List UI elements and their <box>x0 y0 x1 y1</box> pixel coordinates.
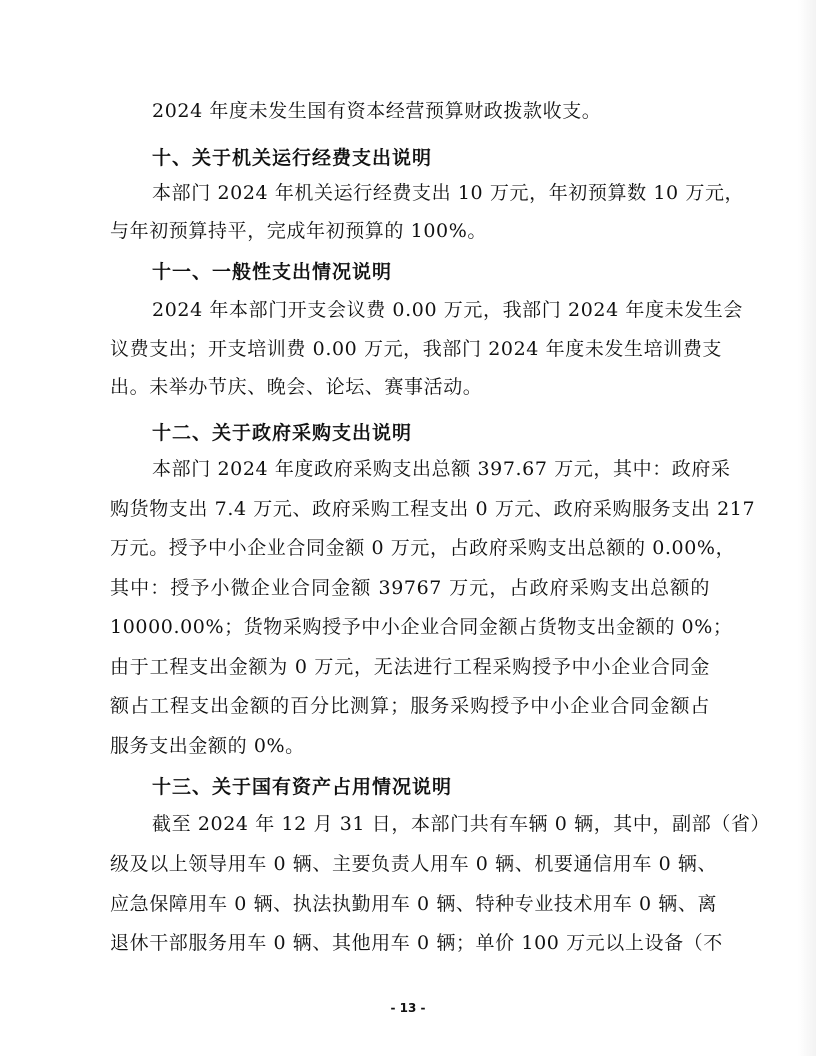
paragraph-line: 购货物支出 7.4 万元、政府采购工程支出 0 万元、政府采购服务支出 217 <box>110 498 756 520</box>
paragraph-line: 2024 年本部门开支会议费 0.00 万元，我部门 2024 年度未发生会 <box>152 299 744 321</box>
section-heading-11: 十一、一般性支出情况说明 <box>152 261 393 283</box>
paragraph-line: 本部门 2024 年度政府采购支出总额 397.67 万元，其中：政府采 <box>152 458 731 480</box>
paragraph-line: 由于工程支出金额为 0 万元，无法进行工程采购授予中小企业合同金 <box>110 656 710 678</box>
paragraph-line: 截至 2024 年 12 月 31 日，本部门共有车辆 0 辆，其中，副部（省） <box>152 813 771 835</box>
paragraph-line: 应急保障用车 0 辆、执法执勤用车 0 辆、特种专业技术用车 0 辆、离 <box>110 893 718 915</box>
paragraph-line: 其中：授予小微企业合同金额 39767 万元，占政府采购支出总额的 <box>110 577 710 599</box>
page-number: - 13 - <box>390 1001 426 1015</box>
section-heading-10: 十、关于机关运行经费支出说明 <box>152 147 433 169</box>
paragraph-line: 2024 年度未发生国有资本经营预算财政拨款收支。 <box>152 100 602 122</box>
paragraph-line: 退休干部服务用车 0 辆、其他用车 0 辆；单价 100 万元以上设备（不 <box>110 932 723 954</box>
paragraph-line: 额占工程支出金额的百分比测算；服务采购授予中小企业合同金额占 <box>110 695 710 717</box>
section-heading-13: 十三、关于国有资产占用情况说明 <box>152 776 453 798</box>
paragraph-line: 服务支出金额的 0%。 <box>110 735 305 757</box>
section-heading-12: 十二、关于政府采购支出说明 <box>152 422 413 444</box>
paragraph-line: 本部门 2024 年机关运行经费支出 10 万元，年初预算数 10 万元， <box>152 182 745 204</box>
paragraph-line: 与年初预算持平，完成年初预算的 100%。 <box>110 220 487 242</box>
paragraph-line: 议费支出；开支培训费 0.00 万元，我部门 2024 年度未发生培训费支 <box>110 338 723 360</box>
paragraph-line: 万元。授予中小企业合同金额 0 万元，占政府采购支出总额的 0.00%， <box>110 537 736 559</box>
paragraph-line: 10000.00%；货物采购授予中小企业合同金额占货物支出金额的 0%； <box>110 616 733 638</box>
scan-edge-shadow <box>798 0 816 1056</box>
paragraph-line: 出。未举办节庆、晚会、论坛、赛事活动。 <box>110 376 483 398</box>
paragraph-line: 级及以上领导用车 0 辆、主要负责人用车 0 辆、机要通信用车 0 辆、 <box>110 853 718 875</box>
